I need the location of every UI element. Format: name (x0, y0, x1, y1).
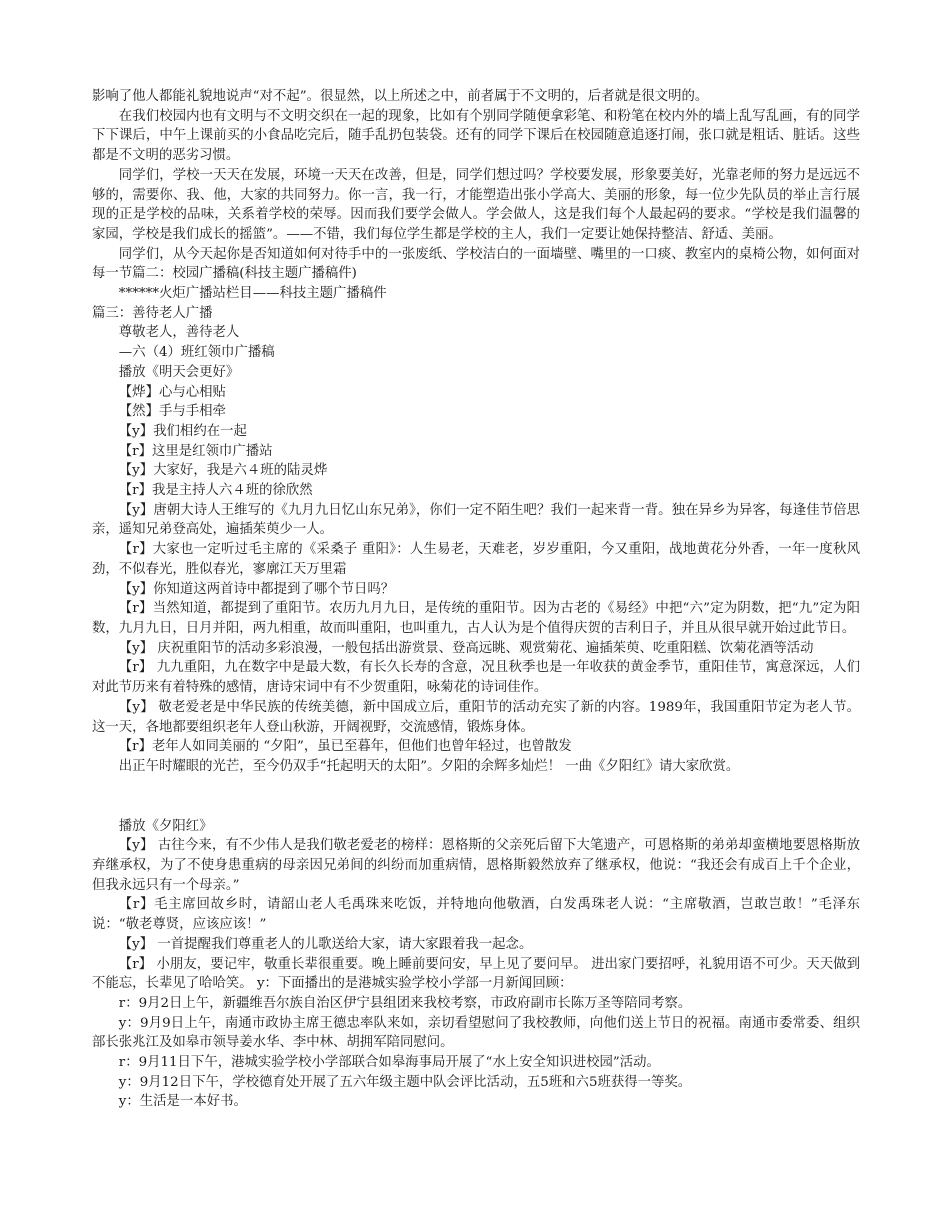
section-byline: —六（4）班红领巾广播稿 (118, 345, 275, 361)
document-body (92, 87, 860, 1112)
dialogue-line: 【r】我是主持人六４班的徐欣然 (118, 483, 313, 499)
dialogue-line: 出正午时耀眼的光芒，至今仍双手“托起明天的太阳”。夕阳的余辉多灿烂！ 一曲《夕阳红》请大家欣赏。 (118, 758, 740, 774)
dialogue-line: 【r】这里是红领巾广播站 (118, 443, 273, 459)
news-item: r：9月2日上午，新疆维吾尔族自治区伊宁县组团来我校考察，市政府副市长陈万圣等陪同考察。 (118, 995, 692, 1011)
dialogue-line: 【y】 古往今来，有不少伟人是我们敬老爱老的榜样：恩格斯的父亲死后留下大笔遗产，可恩格斯的弟弟却蛮横地要恩格斯放弃继承权，为了不使身患重病的母亲因兄弟间的纠纷而加重病情，恩格斯毅然放弃了继承权，他说：“我还会有成百上千个企业，但我永远只有一个母亲。” (92, 838, 860, 893)
section-heading: 篇三：善待老人广播 (92, 305, 213, 321)
paragraph: 播放《夕阳红》 (118, 818, 213, 834)
blank-line (92, 777, 860, 817)
dialogue-line: 【y】 一首提醒我们尊重老人的儿歌送给大家，请大家跟着我一起念。 (118, 936, 533, 952)
news-item: y：9月12日下午，学校德育处开展了五六年级主题中队会评比活动，五5班和六5班获得一等奖。 (118, 1074, 692, 1090)
dialogue-line: 【r】大家也一定听过毛主席的《采桑子 重阳》：人生易老，天难老，岁岁重阳，今又重阳，战地黄花分外香，一年一度秋风劲，不似春光，胜似春光，寥廓江天万里霜 (92, 542, 860, 577)
paragraph: 同学们，从今天起你是否知道如何对待手中的一张废纸、学校洁白的一面墙壁、嘴里的一口痰、教室内的桌椅公物，如何面对每一节篇二：校园广播稿(科技主题广播稿件) (92, 246, 860, 282)
paragraph: 在我们校园内也有文明与不文明交织在一起的现象，比如有个别同学随便拿彩笔、和粉笔在校内外的墙上乱写乱画，有的同学下下课后，中午上课前买的小食品吃完后，随手乱扔包装袋。还有的同学下课后在校园随意追逐打闹，张口就是粗话、脏话。这些都是不文明的恶劣习惯。 (92, 108, 860, 164)
dialogue-line: 【y】 敬老爱老是中华民族的传统美德，新中国成立后，重阳节的活动充实了新的内容。1989年，我国重阳节定为老人节。这一天，各地都要组织老年人登山秋游，开阔视野，交流感情，锻炼身体。 (92, 699, 860, 735)
dialogue-line: 【r】 九九重阳，九在数字中是最大数，有长久长寿的含意，况且秋季也是一年收获的黄金季节，重阳佳节，寓意深远，人们对此节历来有着特殊的感情，唐诗宋词中有不少贺重阳，咏菊花的诗词佳作。 (92, 660, 860, 696)
paragraph: 同学们，学校一天天在发展，环境一天天在改善，但是，同学们想过吗？学校要发展，形象要美好，光靠老师的努力是远远不够的，需要你、我、他，大家的共同努力。你一言，我一行，才能塑造出张小学高大、美丽的形象，每一位少先队员的举止言行展现的正是学校的品味，关系着学校的荣辱。因而我们要学会做人。学会做人，这是我们每个人最起码的要求。“学校是我们温馨的家园，学校是我们成长的摇篮”。——不错，我们每位学生都是学校的主人，我们一定要让她保持整洁、舒适、美丽。 (92, 167, 860, 242)
dialogue-line: 【r】 小朋友，要记牢，敬重长辈很重要。晚上睡前要问安，早上见了要问早。 进出家门要招呼，礼貌用语不可少。天天做到不能忘，长辈见了哈哈笑。 y：下面播出的是港城实验学校小学部一月新闻回顾： (92, 956, 860, 992)
dialogue-line: 【y】唐朝大诗人王维写的《九月九日忆山东兄弟》，你们一定不陌生吧？我们一起来背一背。独在异乡为异客，每逢佳节倍思亲，遥知兄弟登高处，遍插茱萸少一人。 (92, 502, 860, 538)
dialogue-line: 【r】当然知道，都提到了重阳节。农历九月九日，是传统的重阳节。因为古老的《易经》中把“六”定为阴数，把“九”定为阳数，九月九日，日月并阳，两九相重，故而叫重阳，也叫重九，古人认为是个值得庆贺的吉利日子，并且从很早就开始过此节日。 (92, 601, 860, 636)
news-item: y：生活是一本好书。 (118, 1094, 247, 1110)
paragraph: 影响了他人都能礼貌地说声“对不起”。很显然，以上所述之中，前者属于不文明的，后者就是很文明的。 (92, 89, 709, 104)
section-subtitle: 尊敬老人，善待老人 (118, 325, 240, 341)
dialogue-line: 【r】老年人如同美丽的 “夕阳”，虽已至暮年，但他们也曾年轻过，也曾散发 (118, 739, 572, 755)
dialogue-line: 【烨】心与心相贴 (118, 384, 226, 400)
news-item: y：9月9日上午，南通市政协主席王德忠率队来如，亲切看望慰问了我校教师，向他们送上节日的祝福。南通市委常委、组织部长张兆江及如皋市领导姜水华、李中林、胡拥军陪同慰问。 (92, 1015, 860, 1051)
paragraph: 播放《明天会更好》 (118, 364, 240, 380)
news-item: r：9月11日下午，港城实验学校小学部联合如皋海事局开展了“水上安全知识进校园”活动。 (118, 1055, 660, 1071)
dialogue-line: 【r】毛主席回故乡时，请韶山老人毛禹珠来吃饭，并特地向他敬酒，白发禹珠老人说：“主席敬酒，岂敢岂敢！”毛泽东说：“敬老尊贤，应该应该！” (92, 897, 860, 933)
dialogue-line: 【y】我们相约在一起 (118, 423, 247, 439)
dialogue-line: 【y】你知道这两首诗中都提到了哪个节日吗？ (118, 581, 395, 597)
dialogue-line: 【然】手与手相牵 (118, 404, 226, 420)
paragraph: ******火炬广播站栏目——科技主题广播稿件 (118, 286, 387, 302)
dialogue-line: 【y】大家好，我是六４班的陆灵烨 (118, 463, 328, 479)
dialogue-line: 【y】 庆祝重阳节的活动多彩浪漫，一般包括出游赏景、登高远眺、观赏菊花、遍插茱萸、吃重阳糕、饮菊花酒等活动 (118, 640, 814, 656)
